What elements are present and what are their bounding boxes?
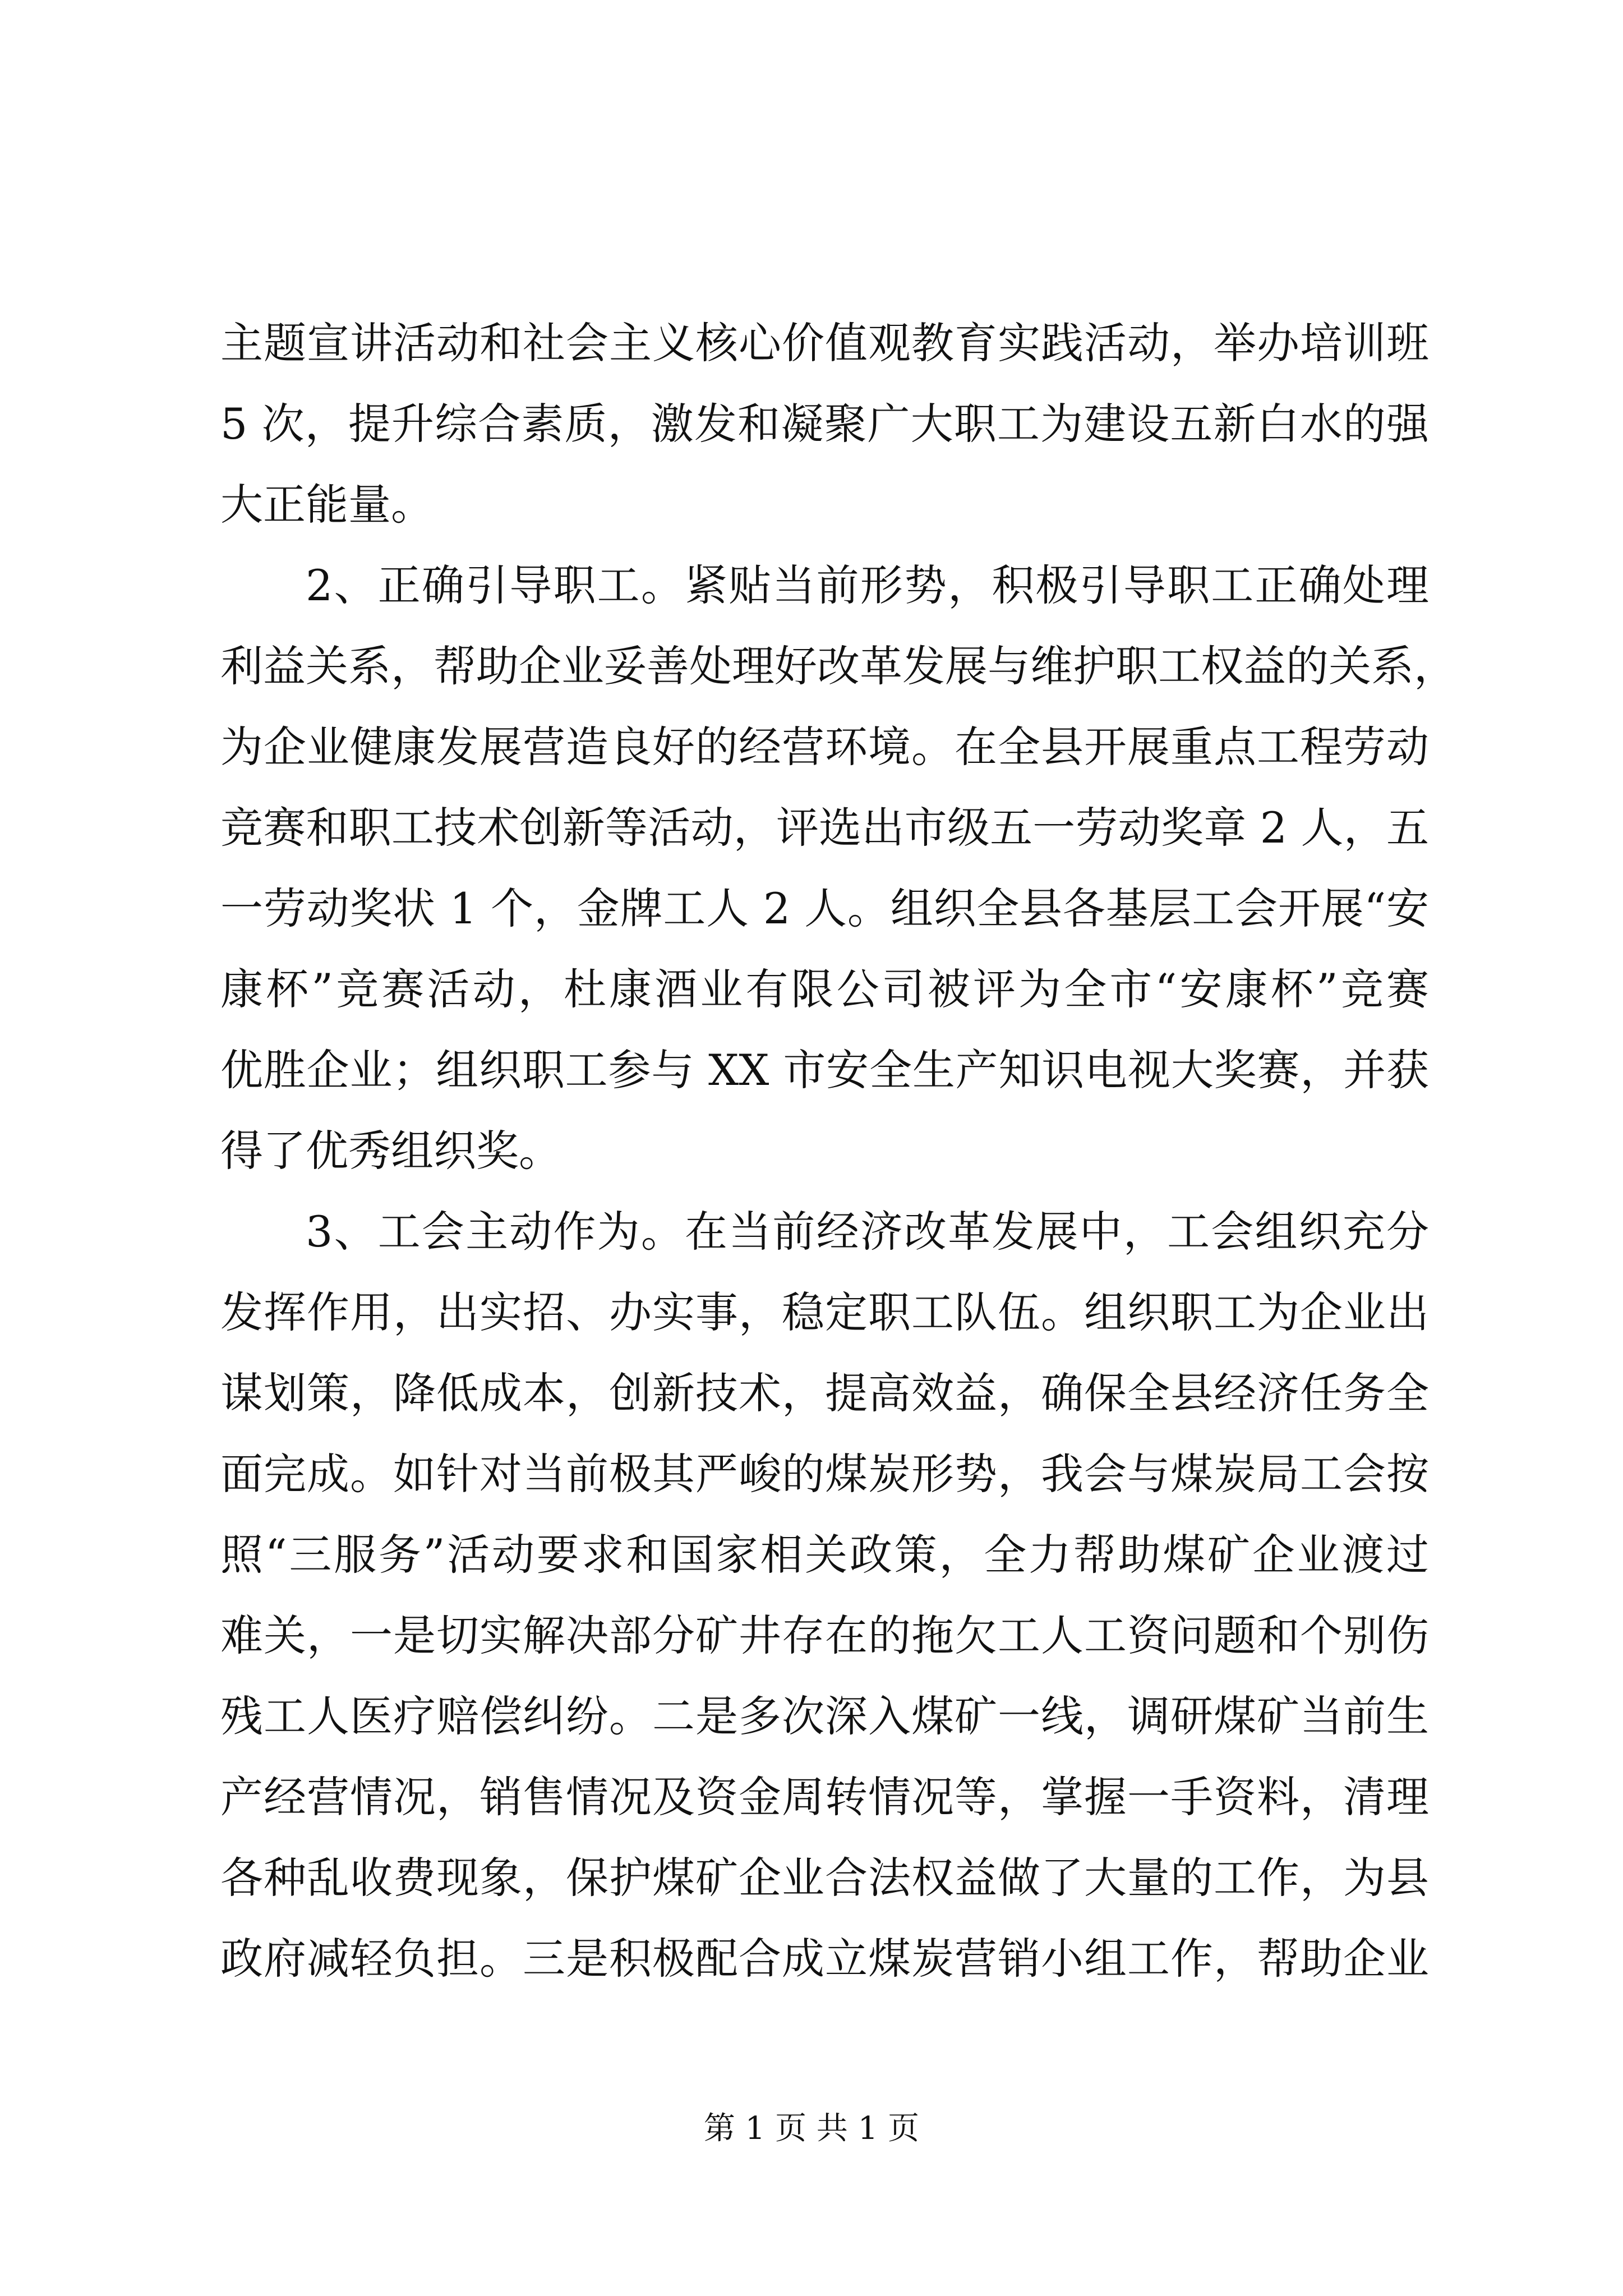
text-line: 政府减轻负担。三是积极配合成立煤炭营销小组工作，帮助企业 (220, 1934, 1429, 1984)
text-line: 利益关系，帮助企业妥善处理好改革发展与维护职工权益的关系， (220, 641, 1456, 691)
text-line: 主题宣讲活动和社会主义核心价值观教育实践活动，举办培训班 (220, 318, 1429, 368)
text-line: 康杯”竞赛活动，杜康酒业有限公司被评为全市“安康杯”竞赛 (220, 964, 1429, 1014)
text-line: 面完成。如针对当前极其严峻的煤炭形势，我会与煤炭局工会按 (220, 1449, 1429, 1499)
text-line: 得了优秀组织奖。 (220, 1126, 561, 1176)
text-line: 各种乱收费现象，保护煤矿企业合法权益做了大量的工作，为县 (220, 1853, 1429, 1903)
text-line: 难关，一是切实解决部分矿井存在的拖欠工人工资问题和个别伤 (220, 1611, 1429, 1660)
text-line: 产经营情况，销售情况及资金周转情况等，掌握一手资料，清理 (220, 1772, 1429, 1822)
paragraph-start-line: 3、工会主动作为。在当前经济改革发展中，工会组织充分 (306, 1207, 1429, 1257)
text-line: 照“三服务”活动要求和国家相关政策，全力帮助煤矿企业渡过 (220, 1530, 1429, 1580)
text-line: 竞赛和职工技术创新等活动，评选出市级五一劳动奖章 2 人，五 (220, 803, 1429, 853)
text-line: 发挥作用，出实招、办实事，稳定职工队伍。组织职工为企业出 (220, 1287, 1429, 1337)
text-line: 残工人医疗赔偿纠纷。二是多次深入煤矿一线，调研煤矿当前生 (220, 1691, 1429, 1741)
text-line: 一劳动奖状 1 个，金牌工人 2 人。组织全县各基层工会开展“安 (220, 884, 1429, 933)
text-line: 大正能量。 (220, 480, 434, 530)
paragraph-start-line: 2、正确引导职工。紧贴当前形势，积极引导职工正确处理 (306, 560, 1429, 610)
text-line: 优胜企业；组织职工参与 XX 市安全生产知识电视大奖赛，并获 (220, 1045, 1429, 1095)
page-footer (0, 2106, 1623, 2151)
text-line: 5 次，提升综合素质，激发和凝聚广大职工为建设五新白水的强 (220, 399, 1429, 449)
page-number-label: 第 1 页 共 1 页 (703, 2110, 920, 2147)
document-body (220, 303, 1456, 1999)
text-line: 谋划策，降低成本，创新技术，提高效益，确保全县经济任务全 (220, 1368, 1429, 1418)
text-line: 为企业健康发展营造良好的经营环境。在全县开展重点工程劳动 (220, 722, 1429, 772)
